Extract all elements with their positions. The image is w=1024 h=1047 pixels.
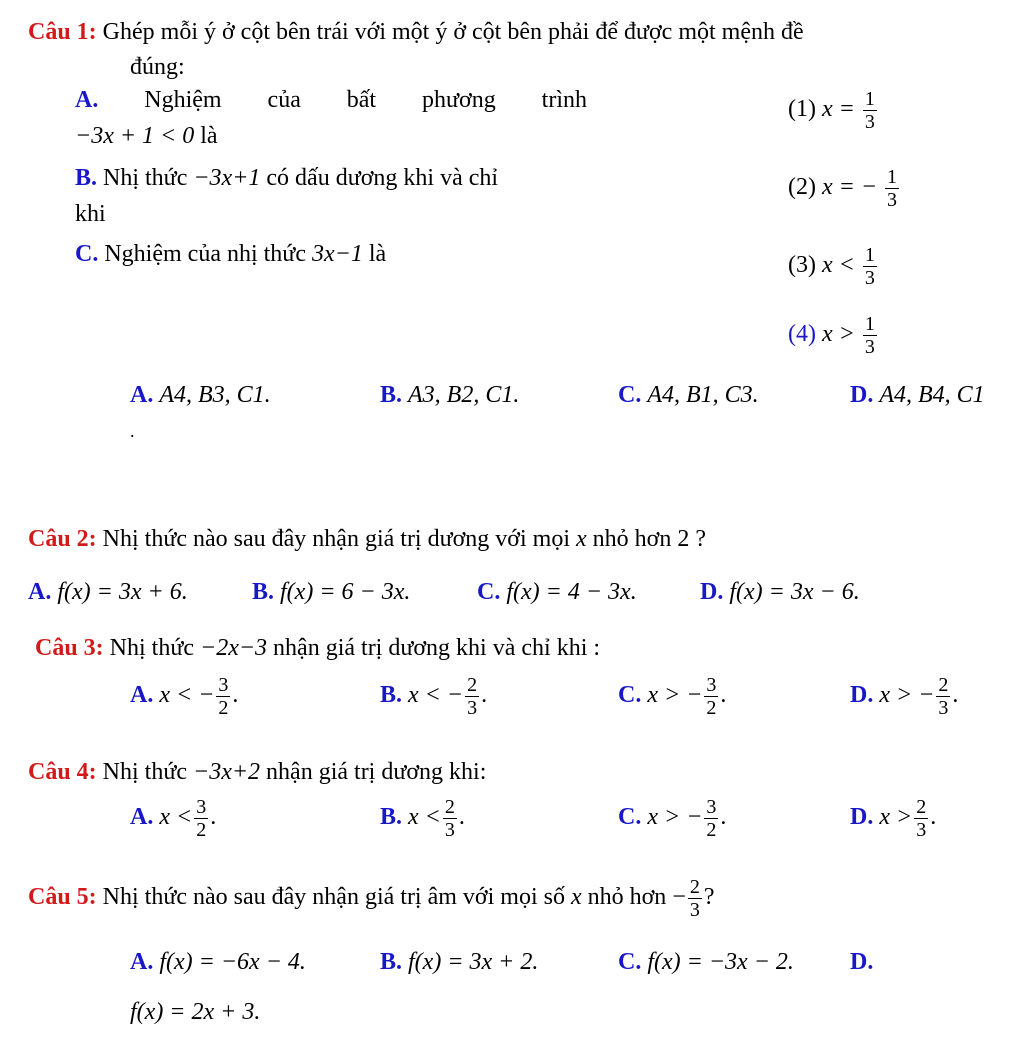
q1-left-c-pre: Nghiệm của nhị thức (104, 241, 306, 267)
q1-right-4 (788, 313, 879, 358)
q1-left-b-label: B. (75, 165, 98, 191)
q3-answer-a-lhs: x < − (159, 682, 215, 709)
q1-left-b-end: khi (75, 201, 106, 227)
q1-left-c (75, 242, 386, 266)
q3-answer-c-label: C. (618, 682, 642, 709)
q1-text2: đúng: (130, 54, 185, 80)
q3-answer-a-frac: $\frac{3}{2}$ (218, 674, 229, 719)
q1-answer-c[interactable] (618, 383, 759, 407)
q1-right-3-lhs: x < (821, 252, 855, 279)
q5-answer-c-label: C. (618, 949, 642, 975)
q1-right-4-num: (4) (788, 321, 816, 348)
q4-answer-b-label: B. (380, 804, 403, 831)
q1-answer-c-label: C. (618, 382, 642, 408)
q4-answer-a-frac: $\frac{3}{2}$ (196, 796, 207, 841)
q1-right-4-frac: $\frac{1}{3}$ (864, 313, 875, 358)
q5-answer-a-label: A. (130, 949, 154, 975)
q2-answer-c[interactable] (477, 580, 637, 604)
q3-answer-d-frac: $\frac{2}{3}$ (938, 674, 949, 719)
q1-answer-b-label: B. (380, 382, 403, 408)
q1-left-a-expr: −3x + 1 < 0 (75, 123, 195, 149)
q1-answer-c-text: A4, B1, C3. (647, 382, 759, 408)
q2-mid: nhỏ hơn (592, 526, 672, 552)
q1-left-b-pre: Nhị thức (103, 165, 188, 191)
q4-post: nhận giá trị dương khi: (266, 759, 487, 785)
q1-right-4-lhs: x > (821, 321, 855, 348)
q5-end: ? (703, 884, 715, 911)
q4-answer-c[interactable]: C. x > − $\frac{3}{2}$ . (618, 796, 727, 841)
q1-answer-d-label: D. (850, 382, 874, 408)
q1-answer-d[interactable] (850, 383, 985, 407)
q1-right-1-lhs: x = (821, 96, 855, 123)
q2-answer-d-label: D. (700, 579, 724, 605)
q4-answer-c-frac: $\frac{3}{2}$ (706, 796, 717, 841)
q4-answer-b-lhs: x < (408, 804, 441, 831)
q2-val: 2 ? (677, 526, 707, 552)
q1-left-a-label: A. (75, 87, 99, 113)
q3-post: nhận giá trị dương khi và chỉ khi : (273, 635, 601, 661)
q5-answer-c-text: f(x) = −3x − 2. (647, 949, 794, 975)
q2-answer-d[interactable] (700, 580, 860, 604)
q4-answer-b-frac: $\frac{2}{3}$ (444, 796, 455, 841)
q4-answer-d-frac: $\frac{2}{3}$ (916, 796, 927, 841)
q3-answer-b-lhs: x < − (408, 682, 464, 709)
q4-label: Câu 4: (28, 759, 97, 785)
q3-answer-a[interactable]: A. x < − $\frac{3}{2}$ . (130, 674, 239, 719)
q3-answer-c-lhs: x > − (647, 682, 703, 709)
q1-right-1 (788, 88, 879, 133)
q5-frac: $\frac{2}{3}$ (689, 876, 700, 921)
q5-var: x (570, 884, 582, 911)
q1-right-1-frac: $\frac{1}{3}$ (864, 88, 875, 133)
q3-answer-d-lhs: x > − (879, 682, 935, 709)
q2-answer-a-text: f(x) = 3x + 6. (57, 579, 188, 605)
q4-answer-c-label: C. (618, 804, 642, 831)
q2-label: Câu 2: (28, 526, 97, 552)
q5-answer-d-text: f(x) = 2x + 3. (130, 999, 261, 1025)
q5-answer-d-label-wrap[interactable] (850, 950, 873, 974)
q5-pre: Nhị thức nào sau đây nhận giá trị âm với mọi số (102, 884, 565, 911)
q3-answer-b-label: B. (380, 682, 403, 709)
q4-pre: Nhị thức (102, 759, 187, 785)
q3-answer-c-frac: $\frac{3}{2}$ (706, 674, 717, 719)
q1-left-a-line2 (75, 124, 218, 148)
q5-answer-a-text: f(x) = −6x − 4. (159, 949, 306, 975)
q5-label: Câu 5: (28, 884, 97, 911)
q1-left-b-expr: −3x+1 (193, 165, 261, 191)
q5-neg: − (672, 884, 686, 911)
q1-answer-d-text: A4, B4, C1 (879, 382, 985, 408)
q3-expr: −2x−3 (200, 635, 268, 661)
q5-title (28, 876, 715, 921)
q1-left-c-label: C. (75, 241, 99, 267)
q1-right-3 (788, 244, 879, 289)
q1-left-a-line1 (75, 88, 587, 112)
q5-answer-d-label: D. (850, 949, 874, 975)
q1-answer-a-label: A. (130, 382, 154, 408)
q4-answer-a[interactable]: A. x < $\frac{3}{2}$ . (130, 796, 217, 841)
q1-label: Câu 1: (28, 19, 97, 45)
q5-answer-b-text: f(x) = 3x + 2. (408, 949, 539, 975)
q1-right-2-num: (2) (788, 174, 816, 201)
q3-answer-c[interactable]: C. x > − $\frac{3}{2}$ . (618, 674, 727, 719)
q5-answer-d[interactable] (130, 1000, 260, 1024)
q1-right-1-num: (1) (788, 96, 816, 123)
q1-left-a (75, 88, 587, 112)
q3-pre: Nhị thức (109, 635, 194, 661)
q4-answer-a-label: A. (130, 804, 154, 831)
q1-left-b-post: có dấu dương khi và chỉ (266, 165, 499, 191)
q5-answer-c[interactable] (618, 950, 794, 974)
q1-left-a-end: là (200, 123, 218, 149)
q1-left-c-post: là (368, 241, 387, 267)
q4-answer-a-lhs: x < (159, 804, 193, 831)
q1-answer-a[interactable] (130, 383, 271, 407)
q3-title (35, 636, 600, 660)
q3-answer-b-frac: $\frac{2}{3}$ (467, 674, 478, 719)
q2-title (28, 527, 706, 551)
q1-title (28, 20, 804, 44)
q1-trailing-dot: . (130, 421, 135, 441)
q1-left-c-expr: 3x−1 (311, 241, 363, 267)
q1-right-3-frac: $\frac{1}{3}$ (864, 244, 875, 289)
q1-left-a-text: Nghiệm của bất phương trình (144, 87, 587, 113)
q3-answer-d[interactable]: D. x > − $\frac{2}{3}$ . (850, 674, 959, 719)
q3-answer-d-label: D. (850, 682, 874, 709)
q2-answer-b[interactable] (252, 580, 410, 604)
q1-answer-b-text: A3, B2, C1. (408, 382, 520, 408)
q2-pre: Nhị thức nào sau đây nhận giá trị dương với mọi (102, 526, 570, 552)
q1-answer-a-text: A4, B3, C1. (159, 382, 271, 408)
q1-right-2-frac: $\frac{1}{3}$ (887, 166, 898, 211)
q2-answer-b-text: f(x) = 6 − 3x. (280, 579, 411, 605)
q4-expr: −3x+2 (193, 759, 261, 785)
q1-left-b (75, 166, 498, 190)
q4-answer-b[interactable]: B. x < $\frac{2}{3}$ . (380, 796, 465, 841)
q4-answer-d-label: D. (850, 804, 874, 831)
q4-title (28, 760, 486, 784)
q5-answer-b-label: B. (380, 949, 403, 975)
q2-answer-a[interactable] (28, 580, 188, 604)
q1-right-2 (788, 166, 901, 211)
q2-answer-c-text: f(x) = 4 − 3x. (506, 579, 637, 605)
q4-answer-d[interactable]: D. x > $\frac{2}{3}$ . (850, 796, 937, 841)
q2-answer-d-text: f(x) = 3x − 6. (729, 579, 860, 605)
q1-right-3-num: (3) (788, 252, 816, 279)
q5-answer-b[interactable] (380, 950, 538, 974)
q4-answer-c-lhs: x > − (647, 804, 703, 831)
q2-answer-b-label: B. (252, 579, 275, 605)
q3-label: Câu 3: (35, 635, 104, 661)
q1-right-2-lhs: x = − (821, 174, 878, 201)
q1-text1: Ghép mỗi ý ở cột bên trái với một ý ở cột bên phải để được một mệnh đề (102, 19, 804, 45)
q3-answer-b[interactable]: B. x < − $\frac{2}{3}$ . (380, 674, 488, 719)
q2-var: x (576, 526, 587, 552)
q4-answer-d-lhs: x > (879, 804, 913, 831)
q2-answer-a-label: A. (28, 579, 52, 605)
q2-answer-c-label: C. (477, 579, 501, 605)
q1-answer-b[interactable] (380, 383, 519, 407)
q5-answer-a[interactable] (130, 950, 306, 974)
q3-answer-a-label: A. (130, 682, 154, 709)
q5-mid: nhỏ hơn (587, 884, 667, 911)
